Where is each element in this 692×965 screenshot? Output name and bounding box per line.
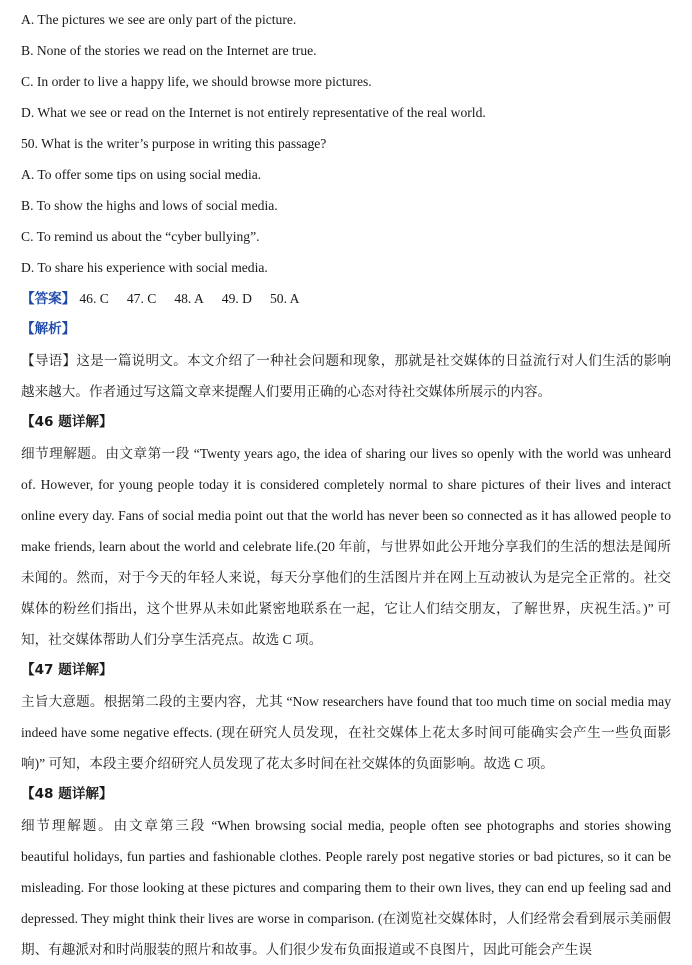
option-49-b: B. None of the stories we read on the Internet are true. <box>21 43 317 58</box>
q48-explanation: 细节理解题。由文章第三段 “When browsing social media, people often see photographs and stories showing beautiful holidays, fun parties and fashionable clothes. People rarely post negative stories or bad pictures, so it can be misleading. For those looking at these pictures and comparing them to their own lives, they can end up feeling sad and depressed. They might think their lives are worse in comparison. (在浏览社交媒体时，人们经常会看到展示美丽假期、有趣派对和时尚服装的照片和故事。人们很少发布负面报道或不良图片，因此可能会产生误 <box>21 818 671 957</box>
option-50-b: B. To show the highs and lows of social media. <box>21 198 278 213</box>
option-49-d: D. What we see or read on the Internet is not entirely representative of the real world. <box>21 105 486 120</box>
answer-line <box>21 283 671 314</box>
q47-explanation: 主旨大意题。根据第二段的主要内容，尤其 “Now researchers have found that too much time on social media may indeed have some negative effects. (现在研究人员发现，在社交媒体上花太多时间可能确实会产生一些负面影响)” 可知，本段主要介绍研究人员发现了花太多时间在社交媒体的负面影响。故选 C 项。 <box>21 694 671 771</box>
answer-label: 【答案】 <box>21 291 76 307</box>
guide-paragraph: 【导语】这是一篇说明文。本文介绍了一种社会问题和现象，那就是社交媒体的日益流行对人们生活的影响越来越大。作者通过写这篇文章来提醒人们要用正确的心态对待社交媒体所展示的内容。 <box>21 353 671 399</box>
q46-explanation: 细节理解题。由文章第一段 “Twenty years ago, the idea of sharing our lives so openly with the world was unheard of. However, for young people today it is considered completely normal to share pictures of their lives and interact online every day. Fans of social media point out that the world has never been so connected as it has allowed people to make friends, learn about the world and celebrate life.(20 年前，与世界如此公开地分享我们的生活的想法是闻所未闻的。然而，对于今天的年轻人来说，每天分享他们的生活图片并在网上互动被认为是完全正常的。社交媒体的粉丝们指出，这个世界从未如此紧密地联系在一起，它让人们结交朋友，了解世界，庆祝生活。)” 可知，社交媒体帮助人们分享生活亮点。故选 C 项。 <box>21 446 671 647</box>
q46-heading: 【46 题详解】 <box>21 414 113 430</box>
analysis-label: 【解析】 <box>21 321 76 337</box>
answer-item: 47. C <box>126 291 157 306</box>
option-49-c: C. In order to live a happy life, we should browse more pictures. <box>21 74 372 89</box>
option-49-a: A. The pictures we see are only part of the picture. <box>21 12 297 27</box>
answer-item: 50. A <box>270 291 300 306</box>
option-50-a: A. To offer some tips on using social media. <box>21 167 262 182</box>
answer-item: 46. C <box>79 291 109 306</box>
q48-heading: 【48 题详解】 <box>21 786 113 802</box>
question-50: 50. What is the writer’s purpose in writing this passage? <box>21 136 327 151</box>
option-50-d: D. To share his experience with social media. <box>21 260 268 275</box>
q47-heading: 【47 题详解】 <box>21 662 113 678</box>
option-50-c: C. To remind us about the “cyber bullying”. <box>21 229 260 244</box>
answer-item: 48. A <box>174 291 204 306</box>
answer-item: 49. D <box>221 291 252 306</box>
document-page <box>21 4 671 965</box>
